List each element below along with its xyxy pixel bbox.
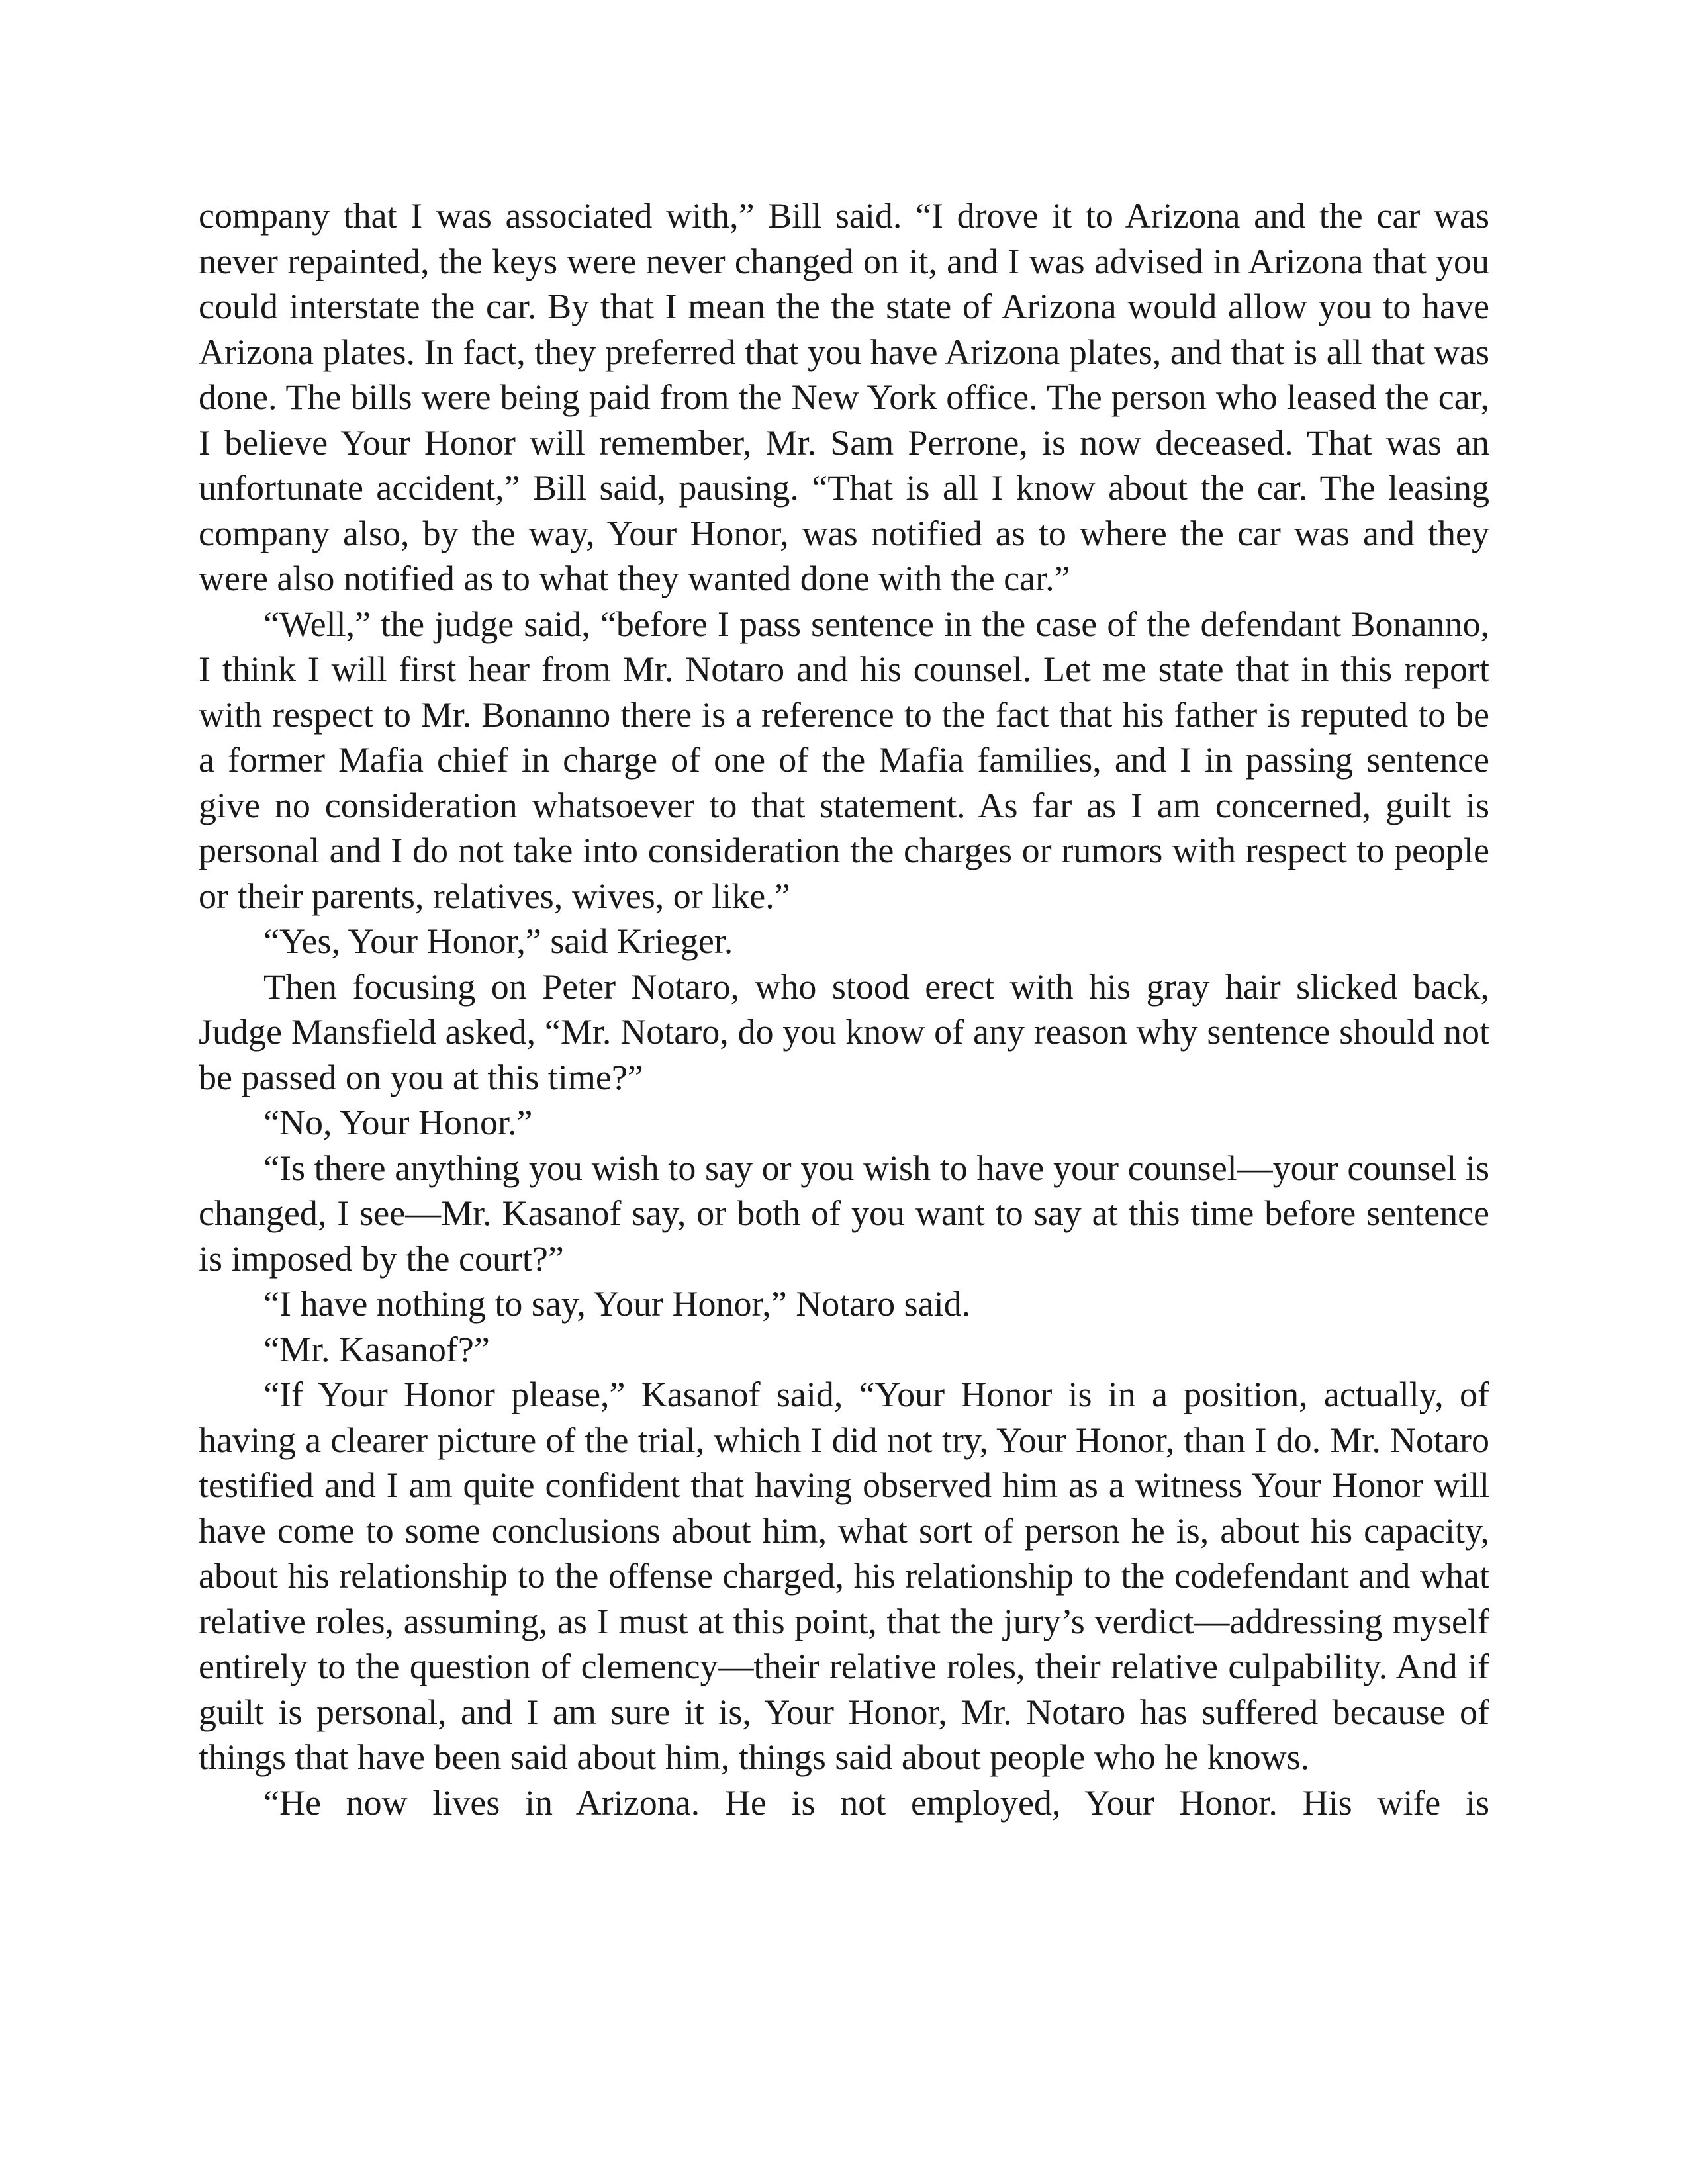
page-body: [199, 193, 1489, 1825]
paragraph: company that I was associated with,” Bill said. “I drove it to Arizona and the car was never repainted, the keys were never changed on it, and I was advised in Arizona that you could interstate the car. By that I mean the the state of Arizona would allow you to have Arizona plates. In fact, they preferred that you have Arizona plates, and that is all that was done. The bills were being paid from the New York office. The person who leased the car, I believe Your Honor will remember, Mr. Sam Perrone, is now deceased. That was an unfortunate accident,” Bill said, pausing. “That is all I know about the car. The leasing company also, by the way, Your Honor, was notified as to where the car was and they were also notified as to what they wanted done with the car.”: [199, 196, 1489, 598]
paragraph: “If Your Honor please,” Kasanof said, “Your Honor is in a position, actually, of having a clearer picture of the trial, which I did not try, Your Honor, than I do. Mr. Notaro testified and I am quite confident that having observed him as a witness Your Honor will have come to some conclusions about him, what sort of person he is, about his capacity, about his relationship to the offense charged, his relationship to the codefendant and what relative roles, assuming, as I must at this point, that the jury’s verdict—addressing myself entirely to the question of clemency—their relative roles, their relative culpability. And if guilt is personal, and I am sure it is, Your Honor, Mr. Notaro has suffered because of things that have been said about him, things said about people who he knows.: [199, 1375, 1489, 1777]
paragraph: Then focusing on Peter Notaro, who stood erect with his gray hair slicked back, Judge Mansfield asked, “Mr. Notaro, do you know of any reason why sentence should not be passed on you at this time?”: [199, 966, 1489, 1097]
paragraph: “I have nothing to say, Your Honor,” Notaro said.: [263, 1284, 971, 1324]
paragraph: “Well,” the judge said, “before I pass sentence in the case of the defendant Bonanno, I think I will first hear from Mr. Notaro and his counsel. Let me state that in this report with respect to Mr. Bonanno there is a reference to the fact that his father is reputed to be a former Mafia chief in charge of one of the Mafia families, and I in passing sentence give no consideration whatsoever to that statement. As far as I am concerned, guilt is personal and I do not take into consideration the charges or rumors with respect to people or their parents, relatives, wives, or like.”: [199, 604, 1489, 916]
paragraph: “He now lives in Arizona. He is not employed, Your Honor. His wife is: [263, 1782, 1489, 1823]
paragraph: “Yes, Your Honor,” said Krieger.: [263, 921, 733, 961]
paragraph: “Is there anything you wish to say or you wish to have your counsel—your counsel is changed, I see—Mr. Kasanof say, or both of you want to say at this time before sentence is imposed by the court?”: [199, 1148, 1489, 1279]
paragraph: “No, Your Honor.”: [263, 1103, 533, 1142]
paragraph: “Mr. Kasanof?”: [263, 1329, 490, 1369]
